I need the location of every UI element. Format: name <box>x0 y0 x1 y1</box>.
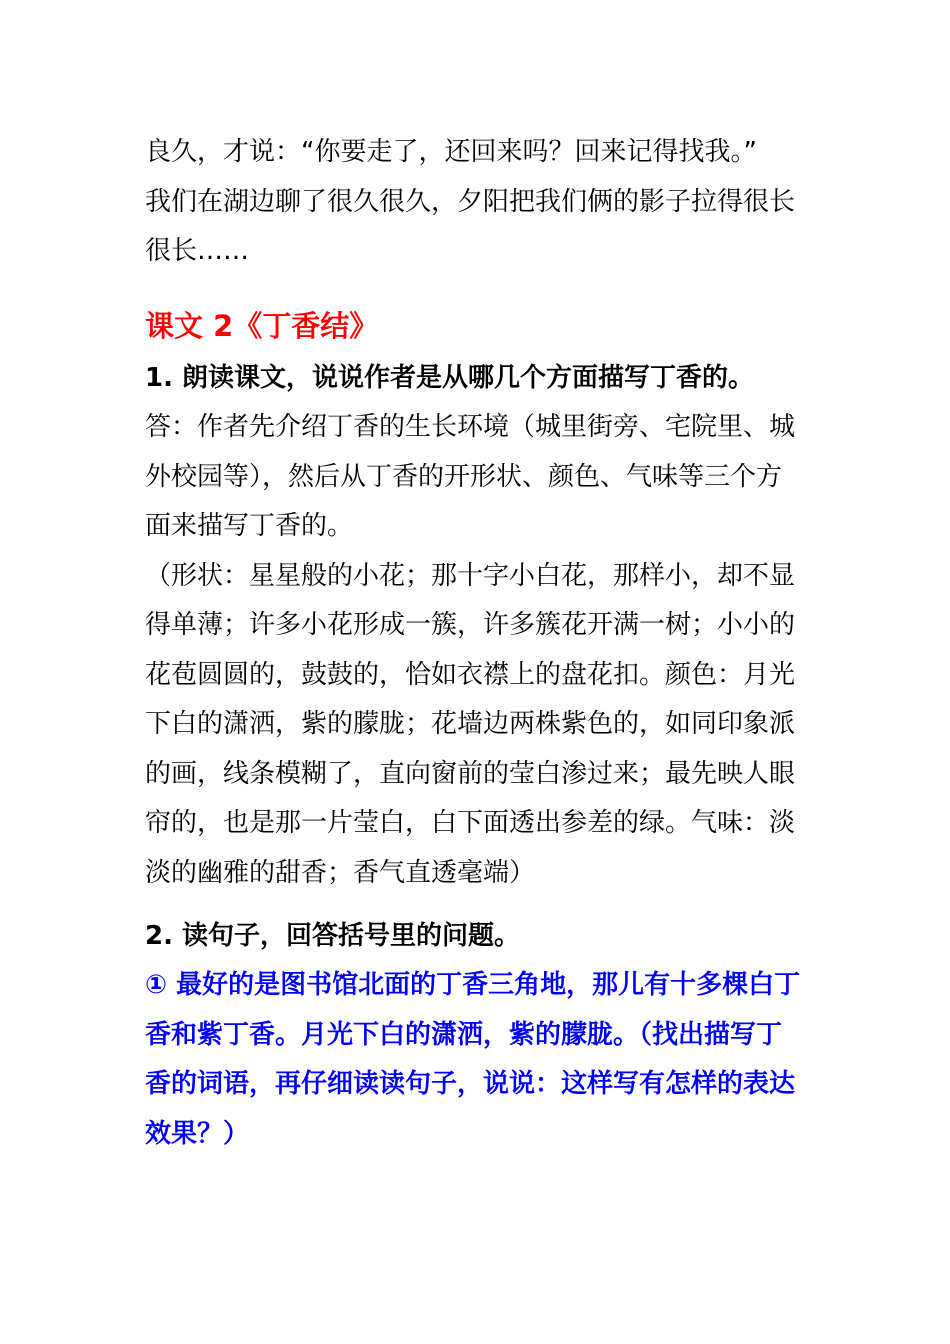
lesson-title: 课文 2《丁香结》 <box>145 309 379 343</box>
story-line-3: 很长…… <box>145 236 250 266</box>
detail-line-3: 花苞圆圆的，鼓鼓的，恰如衣襟上的盘花扣。颜色：月光 <box>145 660 796 690</box>
answer-line-1: 答：作者先介绍丁香的生长环境（城里街旁、宅院里、城 <box>145 412 796 442</box>
question-2-item-line-1: ① 最好的是图书馆北面的丁香三角地，那儿有十多棵白丁 <box>145 970 801 1000</box>
question-2-item-line-3: 香的词语，再仔细读读句子，说说：这样写有怎样的表达 <box>145 1069 796 1099</box>
detail-line-6: 帘的，也是那一片莹白，白下面透出参差的绿。气味：淡 <box>145 808 796 838</box>
detail-line-2: 得单薄；许多小花形成一簇，许多簇花开满一树；小小的 <box>145 610 796 640</box>
answer-line-2: 外校园等），然后从丁香的开形状、颜色、气味等三个方 <box>145 462 783 492</box>
detail-line-5: 的画，线条模糊了，直向窗前的莹白渗过来；最先映人眼 <box>145 759 796 789</box>
question-2-prompt: 2. 读句子，回答括号里的问题。 <box>145 921 521 951</box>
question-1-prompt: 1. 朗读课文，说说作者是从哪几个方面描写丁香的。 <box>145 363 755 393</box>
story-line-1: 良久，才说：“你要走了，还回来吗？回来记得找我。” <box>145 137 757 167</box>
detail-line-4: 下白的潇洒，紫的朦胧；花墙边两株紫色的，如同印象派 <box>145 709 796 739</box>
question-2-item-line-4: 效果？） <box>145 1119 250 1149</box>
detail-line-7: 淡的幽雅的甜香；香气直透毫端） <box>145 858 536 888</box>
story-line-2: 我们在湖边聊了很久很久，夕阳把我们俩的影子拉得很长 <box>145 187 796 217</box>
question-2-item-line-2: 香和紫丁香。月光下白的潇洒，紫的朦胧。（找出描写丁 <box>145 1020 783 1050</box>
answer-line-3: 面来描写丁香的。 <box>145 511 354 541</box>
detail-line-1: （形状：星星般的小花；那十字小白花，那样小，却不显 <box>145 561 796 591</box>
